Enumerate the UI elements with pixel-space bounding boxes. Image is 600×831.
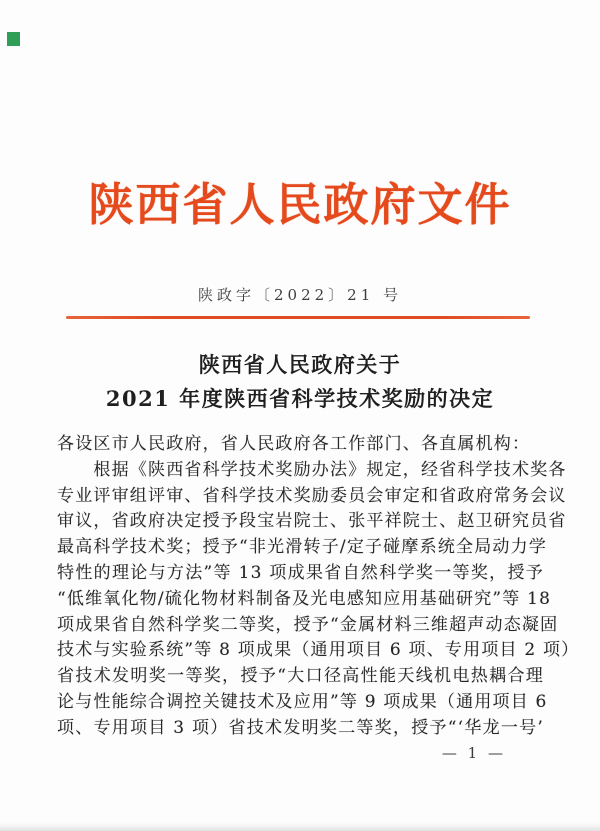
red-divider-line [66, 316, 530, 319]
decision-title [0, 348, 600, 416]
body-line: 审议，省政府决定授予段宝岩院士、张平祥院士、赵卫研究员省 [57, 511, 567, 532]
body-line: 专业评审组评审、省科学技术奖励委员会审定和省政府常务会议 [57, 485, 567, 506]
document-body [57, 432, 580, 742]
scan-edge-shadow [0, 821, 600, 831]
decision-title-line2: 2021 年度陕西省科学技术奖励的决定 [105, 386, 495, 411]
body-line: 最高科学技术奖；授予“非光滑转子/定子碰摩系统全局动力学 [57, 537, 548, 558]
body-line: 省技术发明奖一等奖，授予“大口径高性能天线机电热耦合理 [57, 666, 544, 687]
body-line: 论与性能综合调控关键技术及应用”等 9 项成果（通用项目 6 [57, 691, 548, 712]
body-line: 项成果省自然科学奖二等奖，授予“金属材料三维超声动态凝固 [57, 614, 559, 635]
body-line: 各设区市人民政府，省人民政府各工作部门、各直属机构： [57, 434, 531, 454]
body-line: 根据《陕西省科学技术奖励办法》规定，经省科学技术奖各 [57, 459, 567, 480]
decision-title-line1: 陕西省人民政府关于 [198, 352, 402, 377]
body-line: 技术与实验系统”等 8 项成果（通用项目 6 项、专用项目 2 项） [57, 640, 580, 661]
body-line: 特性的理论与方法”等 13 项成果省自然科学奖一等奖，授予 [57, 562, 544, 583]
page-number: — 1 — [441, 744, 506, 762]
document-header-title: 陕西省人民政府文件 [88, 178, 512, 231]
document-number: 陕政字〔2022〕21 号 [197, 286, 403, 304]
green-corner-mark [7, 32, 20, 46]
body-line: 项、专用项目 3 项）省技术发明奖二等奖，授予“‘华龙一号’ [57, 717, 544, 738]
body-line: “低维氧化物/硫化物材料制备及光电感知应用基础研究”等 18 [57, 588, 552, 609]
